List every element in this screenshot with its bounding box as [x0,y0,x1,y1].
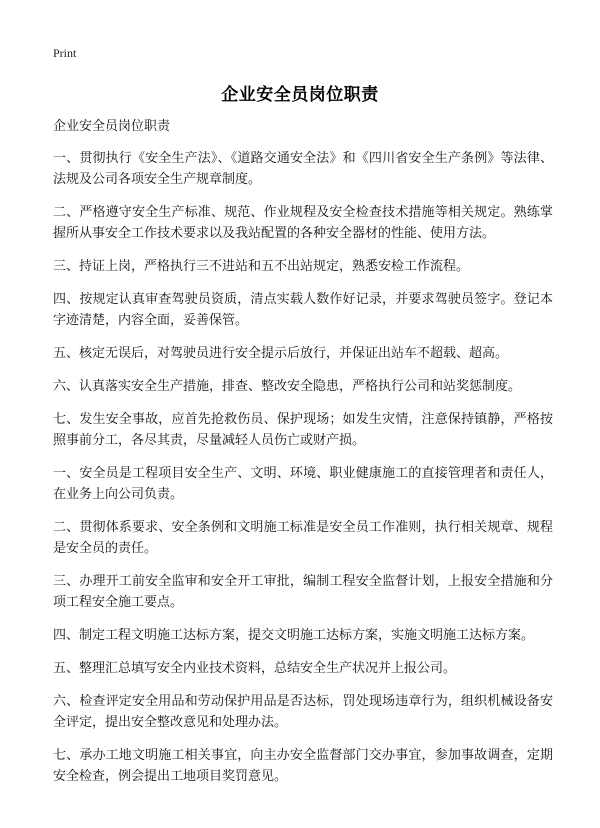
document-body [53,116,553,799]
document-subtitle: 企业安全员岗位职责 [53,119,171,134]
paragraph: 五、核定无误后，对驾驶员进行安全提示后放行，并保证出站车不超载、超高。 [53,346,509,361]
paragraph: 二、严格遵守安全生产标准、规范、作业规程及安全检查技术措施等相关规定。熟练掌握所从事安全工作技术要求以及我站配置的各种安全器材的性能、使用方法。 [53,205,553,241]
paragraph: 七、发生安全事故，应首先抢救伤员、保护现场；如发生灾情，注意保持镇静，严格按照事前分工，各尽其责，尽量减轻人员伤亡或财产损。 [53,412,553,448]
paragraph: 六、认真落实安全生产措施，排查、整改安全隐患，严格执行公司和站奖惩制度。 [53,379,522,394]
paragraph: 五、整理汇总填写安全内业技术资料，总结安全生产状况并上报公司。 [53,661,457,676]
paragraph: 七、承办工地文明施工相关事宜，向主办安全监督部门交办事宜，参加事故调查，定期安全检查，例会提出工地项目奖罚意见。 [53,748,553,784]
paragraph: 六、检查评定安全用品和劳动保护用品是否达标，罚处现场违章行为，组织机械设备安全评定，提出安全整改意见和处理办法。 [53,694,553,730]
print-link[interactable]: Print [53,46,77,60]
paragraph: 一、贯彻执行《安全生产法》、《道路交通安全法》和《四川省安全生产条例》等法律、法规及公司各项安全生产规章制度。 [53,151,553,187]
paragraph: 二、贯彻体系要求、安全条例和文明施工标准是安全员工作准则，执行相关规章、规程是安全员的责任。 [53,520,553,556]
paragraph: 三、办理开工前安全监审和安全开工审批，编制工程安全监督计划，上报安全措施和分项工程安全施工要点。 [53,574,553,610]
paragraph: 一、安全员是工程项目安全生产、文明、环境、职业健康施工的直接管理者和责任人，在业务上向公司负责。 [53,466,553,502]
paragraph: 四、制定工程文明施工达标方案，提交文明施工达标方案，实施文明施工达标方案。 [53,628,535,643]
page-title: 企业安全员岗位职责 [221,85,379,105]
paragraph: 三、持证上岗，严格执行三不进站和五不出站规定，熟悉安检工作流程。 [53,259,470,274]
paragraph: 四、按规定认真审查驾驶员资质，清点实载人数作好记录，并要求驾驶员签字。登记本字迹清楚，内容全面，妥善保管。 [53,292,553,328]
